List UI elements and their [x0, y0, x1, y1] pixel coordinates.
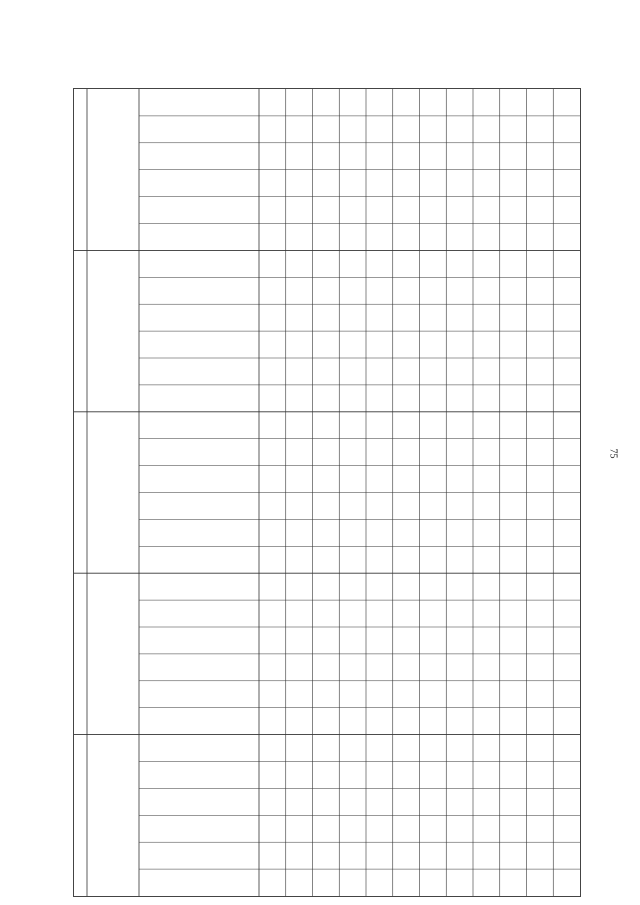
table-grid [74, 89, 580, 896]
tariff-table [73, 88, 581, 897]
page-number: 75 [607, 448, 619, 458]
